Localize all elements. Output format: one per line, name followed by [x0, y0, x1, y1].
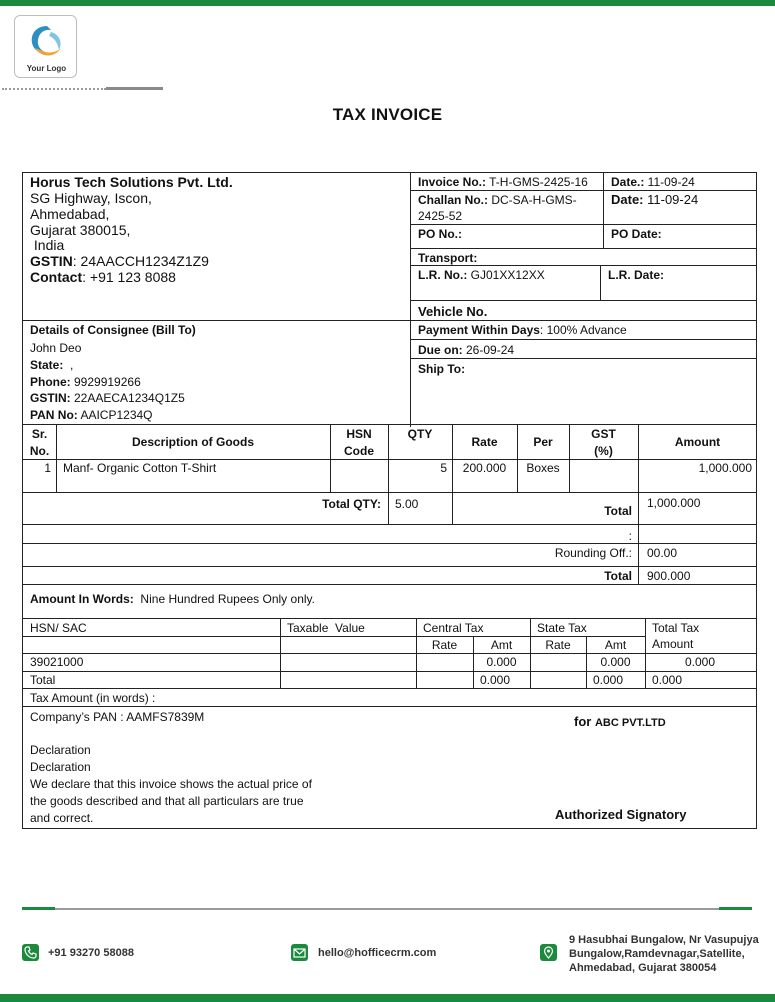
- consignee-phone-label: Phone:: [30, 375, 71, 389]
- totals-line: [23, 584, 757, 585]
- invoice-frame: [22, 172, 757, 829]
- po-date: [606, 226, 667, 242]
- tax-row-central-amt: 0.000: [486, 655, 517, 669]
- seller-contact-value: : +91 123 8088: [82, 269, 176, 285]
- tax-state-amt-header: Amt: [604, 638, 627, 652]
- consignee-phone-value: 9929919266: [70, 375, 141, 389]
- footer-phone: +91 93270 58088: [48, 947, 134, 959]
- item-description: Manf- Organic Cotton T-Shirt: [63, 461, 217, 475]
- meta-row-line: [410, 339, 757, 340]
- due-date-label: Due on:: [418, 343, 463, 357]
- rounding-label: Rounding Off.:: [554, 546, 632, 560]
- challan-date-value: 11-09-24: [643, 192, 699, 207]
- payment-days-value: : 100% Advance: [539, 323, 627, 337]
- section-line: [23, 320, 757, 321]
- tax-total-central-amt: 0.000: [480, 673, 511, 687]
- lr-date-label: L.R. Date:: [608, 268, 665, 282]
- col-header-hsn-2: Code: [344, 444, 374, 458]
- footer-address-line: 9 Hasubhai Bungalow, Nr Vasupujya: [569, 934, 759, 946]
- item-qty: 5: [440, 461, 447, 475]
- meta-divider: [603, 224, 604, 248]
- vehicle-number: [413, 304, 492, 320]
- col-header-gst-2: (%): [594, 444, 613, 458]
- tax-total-label: Total: [30, 673, 56, 687]
- items-top-line: [23, 424, 757, 425]
- due-date-value: 26-09-24: [462, 343, 515, 357]
- rounding-value: 00.00: [647, 546, 678, 560]
- seller-address-line: SG Highway, Iscon,: [30, 190, 152, 206]
- consignee-name: John Deo: [30, 341, 82, 355]
- lr-number-value: GJ01XX12XX: [467, 268, 545, 282]
- col-header-sr-2: No.: [29, 444, 50, 458]
- consignee-state-label: State:: [30, 358, 64, 372]
- seller-address-line: Ahmedabad,: [30, 206, 110, 222]
- item-rate: 200.000: [462, 461, 507, 475]
- seller-contact: [25, 269, 181, 285]
- logo-text: Your Logo: [26, 64, 67, 73]
- signature-company: ABC PVT.LTD: [594, 717, 666, 729]
- totals-col-line: [638, 492, 639, 584]
- invoice-date-value: 11-09-24: [644, 175, 695, 189]
- decorative-divider: [2, 88, 106, 90]
- lr-number: [413, 267, 550, 283]
- total-label: Total: [604, 504, 632, 518]
- tax-col-state: State Tax: [537, 621, 587, 635]
- consignee-gstin-value: 22AAECA1234Q1Z5: [70, 391, 185, 405]
- bottom-brand-bar: [0, 994, 775, 1002]
- totals-line: [23, 566, 757, 567]
- footer-email: hello@hofficecrm.com: [318, 947, 437, 959]
- col-header-hsn: HSN: [346, 427, 372, 441]
- challan-number: [413, 192, 582, 208]
- tax-row-line: [23, 688, 757, 689]
- totals-line: [23, 524, 757, 525]
- grand-total-value: 900.000: [647, 569, 691, 583]
- challan-number-cont: 2425-52: [418, 209, 463, 223]
- phone-icon: [22, 944, 39, 961]
- seller-address-line: India: [30, 237, 65, 253]
- consignee-state: [25, 357, 78, 373]
- po-number: [413, 226, 467, 242]
- footer-address-line: Bungalow,Ramdevnagar,Satellite,: [569, 948, 745, 960]
- footer-address-line: Ahmedabad, Gujarat 380054: [569, 962, 717, 974]
- amount-in-words-value: Nine Hundred Rupees Only only.: [133, 592, 315, 606]
- col-header-per: Per: [533, 435, 553, 449]
- location-icon: [540, 944, 557, 961]
- grand-total-label: Total: [604, 569, 632, 583]
- col-header-gst: GST: [591, 427, 616, 441]
- tax-row-state-amt: 0.000: [600, 655, 631, 669]
- ship-to-label: Ship To:: [418, 362, 466, 376]
- col-header-qty: QTY: [407, 427, 433, 441]
- total-qty-label: Total QTY:: [322, 497, 381, 511]
- challan-value: DC-SA-H-GMS-: [488, 193, 577, 207]
- consignee-pan-value: AAICP1234Q: [77, 408, 153, 422]
- tax-col-central: Central Tax: [423, 621, 484, 635]
- authorized-signatory: Authorized Signatory: [555, 807, 687, 822]
- meta-row-line: [410, 224, 757, 225]
- invoice-date-label: Date.:: [611, 175, 645, 189]
- payment-days-label: Payment Within Days: [418, 323, 540, 337]
- col-header-amount: Amount: [674, 435, 721, 449]
- tax-state-rate-header: Rate: [545, 638, 571, 652]
- consignee-heading-text: Details of Consignee (Bill To): [30, 323, 196, 337]
- amount-in-words-label: Amount In Words:: [30, 592, 134, 606]
- invoice-date: [606, 174, 700, 190]
- challan-date: [606, 192, 703, 208]
- seller-contact-label: Contact: [30, 269, 83, 285]
- item-per: Boxes: [526, 461, 560, 475]
- declaration-heading-2: Declaration: [30, 760, 91, 774]
- challan-date-label: Date:: [611, 192, 644, 207]
- tax-amount-words: Tax Amount (in words) :: [30, 691, 156, 705]
- invoice-number-value: T-H-GMS-2425-16: [486, 175, 588, 189]
- items-bottom-line: [23, 492, 757, 493]
- seller-gstin-label: GSTIN: [30, 253, 73, 269]
- declaration-line: the goods described and that all particulars are true: [30, 794, 304, 808]
- footer-accent: [22, 907, 55, 910]
- ship-to: [413, 361, 470, 377]
- po-number-label: PO No.:: [418, 227, 462, 241]
- seller-gstin-value: : 24AACCH1234Z1Z9: [72, 253, 209, 269]
- footer-accent: [719, 907, 752, 910]
- top-brand-bar: [0, 0, 775, 6]
- seller-address-line: Gujarat 380015,: [30, 222, 131, 238]
- seller-gstin: [25, 253, 214, 269]
- tax-col-total-2: Amount: [652, 637, 694, 651]
- meta-divider: [600, 265, 601, 300]
- challan-label: Challan No.:: [418, 193, 489, 207]
- consignee-phone: [25, 374, 146, 390]
- declaration-line: We declare that this invoice shows the actual price of: [30, 777, 312, 791]
- meta-row-line: [410, 358, 757, 359]
- total-value: 1,000.000: [647, 496, 701, 510]
- declaration-line: and correct.: [30, 811, 94, 825]
- invoice-number-label: Invoice No.:: [418, 175, 487, 189]
- consignee-gstin-label: GSTIN:: [30, 391, 71, 405]
- tax-row-line: [23, 706, 757, 707]
- lr-number-label: L.R. No.:: [418, 268, 468, 282]
- words-line: [23, 618, 757, 619]
- due-date: [413, 342, 519, 358]
- consignee-pan-label: PAN No:: [30, 408, 78, 422]
- transport-label: Transport:: [418, 251, 478, 265]
- col-header-sr: Sr.: [31, 427, 48, 441]
- meta-row-line: [410, 265, 757, 266]
- logo-mark-icon: [25, 22, 69, 62]
- consignee-heading: [25, 322, 201, 338]
- totals-line: [23, 543, 757, 544]
- consignee-pan: [25, 407, 158, 423]
- payment-days: [413, 322, 632, 338]
- meta-row-line: [410, 190, 757, 191]
- po-date-label: PO Date:: [611, 227, 662, 241]
- invoice-title: TAX INVOICE: [332, 105, 443, 124]
- email-icon: [291, 944, 308, 961]
- declaration-heading: Declaration: [30, 743, 91, 757]
- consignee-gstin: [25, 390, 190, 406]
- meta-row-line: [410, 300, 757, 301]
- meta-row-line: [410, 248, 757, 249]
- item-amount: 1,000.000: [698, 461, 752, 475]
- tax-row-total: 0.000: [684, 655, 715, 669]
- transport: [413, 250, 482, 266]
- decorative-divider-solid: [106, 87, 163, 90]
- footer-divider: [22, 908, 752, 910]
- total-qty-value: 5.00: [395, 497, 419, 511]
- tax-col-taxable: Taxable Value: [287, 621, 365, 635]
- vehicle-label: Vehicle No.: [418, 304, 488, 319]
- tax-total-state-amt: 0.000: [593, 673, 624, 687]
- company-logo: [14, 15, 77, 78]
- blank-colon: :: [628, 529, 632, 543]
- col-header-rate: Rate: [471, 435, 498, 449]
- tax-central-rate-header: Rate: [431, 638, 458, 652]
- tax-col-hsn: HSN/ SAC: [30, 621, 87, 635]
- lr-date: [603, 267, 669, 283]
- totals-col-line: [388, 492, 389, 524]
- company-pan: Company’s PAN : AAMFS7839M: [30, 710, 205, 724]
- signature-for-label: for: [574, 714, 592, 729]
- item-sr: 1: [44, 461, 51, 475]
- signature-for: [569, 714, 671, 731]
- amount-in-words: [25, 591, 320, 607]
- consignee-state-value: ,: [63, 358, 74, 372]
- seller-name: Horus Tech Solutions Pvt. Ltd.: [30, 174, 233, 190]
- tax-col-total: Total Tax: [652, 621, 700, 635]
- tax-total-total: 0.000: [652, 673, 683, 687]
- tax-central-amt-header: Amt: [490, 638, 513, 652]
- col-header-description: Description of Goods: [131, 435, 254, 449]
- invoice-number: [413, 174, 593, 190]
- tax-row-hsn: 39021000: [30, 655, 84, 669]
